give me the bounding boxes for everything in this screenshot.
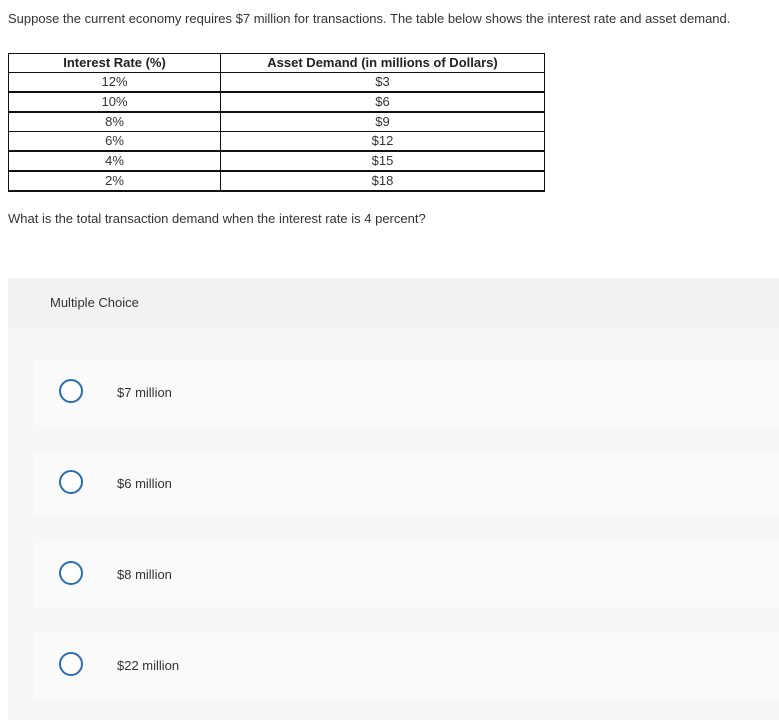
cell-interest-rate: 8%: [9, 112, 221, 132]
table-row: [9, 171, 545, 191]
cell-interest-rate: 12%: [9, 73, 221, 93]
cell-asset-demand: $6: [221, 92, 545, 112]
answer-option-2[interactable]: [34, 451, 779, 517]
answer-option-3[interactable]: [34, 542, 779, 608]
radio-button-icon[interactable]: [59, 652, 83, 676]
answer-option-label: $7 million: [117, 385, 172, 400]
cell-interest-rate: 4%: [9, 151, 221, 171]
table-row: [9, 112, 545, 132]
interest-rate-table: [8, 53, 545, 192]
answer-option-label: $22 million: [117, 658, 180, 673]
table-row: [9, 92, 545, 112]
header-asset-demand: Asset Demand (in millions of Dollars): [221, 54, 545, 73]
answer-option-label: $8 million: [117, 567, 172, 582]
table-row: [9, 73, 545, 93]
multiple-choice-header: [8, 278, 779, 328]
radio-button-icon[interactable]: [59, 470, 83, 494]
question-text: What is the total transaction demand when the interest rate is 4 percent?: [8, 211, 426, 226]
cell-interest-rate: 10%: [9, 92, 221, 112]
answer-option-4[interactable]: [34, 633, 779, 699]
question-prompt: Suppose the current economy requires $7 million for transactions. The table below shows the interest rate and asset demand.: [8, 11, 731, 26]
cell-asset-demand: $3: [221, 73, 545, 93]
cell-asset-demand: $18: [221, 171, 545, 191]
cell-asset-demand: $9: [221, 112, 545, 132]
table-row: [9, 151, 545, 171]
cell-asset-demand: $12: [221, 132, 545, 152]
table-header-row: [9, 54, 545, 73]
multiple-choice-options: [8, 328, 779, 720]
radio-button-icon[interactable]: [59, 379, 83, 403]
table-row: [9, 132, 545, 152]
multiple-choice-label: Multiple Choice: [50, 295, 139, 310]
answer-option-1[interactable]: [34, 360, 779, 426]
header-interest-rate: Interest Rate (%): [9, 54, 221, 73]
cell-interest-rate: 6%: [9, 132, 221, 152]
radio-button-icon[interactable]: [59, 561, 83, 585]
cell-interest-rate: 2%: [9, 171, 221, 191]
answer-option-label: $6 million: [117, 476, 172, 491]
cell-asset-demand: $15: [221, 151, 545, 171]
